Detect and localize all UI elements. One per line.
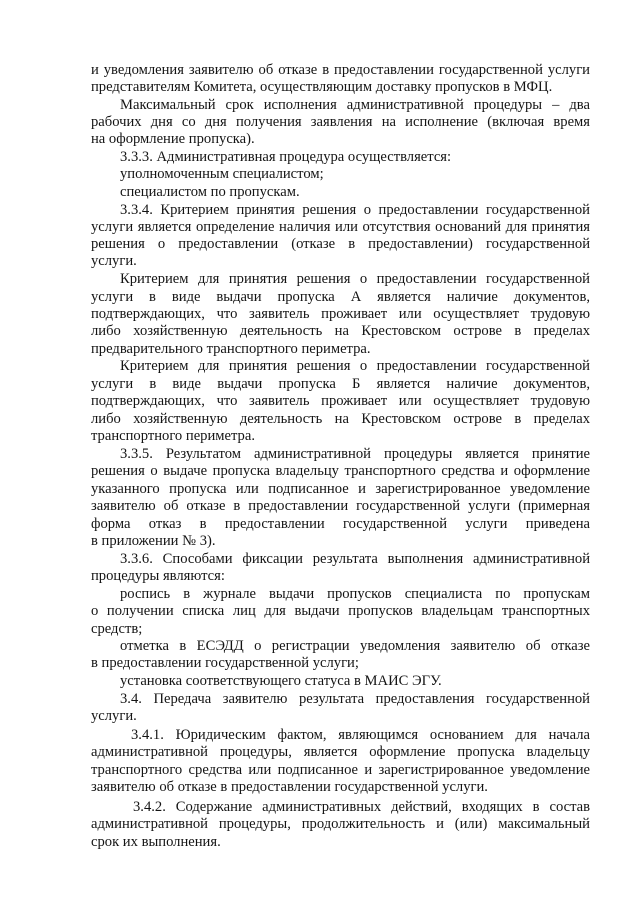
text-line: о получении списка лиц для выдачи пропусков владельцам транспортных xyxy=(91,603,590,619)
text-line: уполномоченным специалистом; xyxy=(120,166,324,182)
text-line: предварительного транспортного периметра. xyxy=(91,341,371,357)
text-line: либо хозяйственную деятельность на Крестовском острове в пределах xyxy=(91,323,590,339)
text-line: и уведомления заявителю об отказе в предоставлении государственной услуги xyxy=(91,62,590,78)
text-line: 3.3.4. Критерием принятия решения о предоставлении государственной xyxy=(120,202,590,218)
text-line: средств; xyxy=(91,621,143,637)
text-line: представителям Комитета, осуществляющим доставку пропусков в МФЦ. xyxy=(91,79,553,95)
text-line: 3.3.6. Способами фиксации результата выполнения административной xyxy=(120,551,590,567)
text-line: 3.4.2. Содержание административных действий, входящих в состав xyxy=(133,799,590,815)
text-line: услуги. xyxy=(91,708,137,724)
text-line: услуги в виде выдачи пропуска А является наличие документов, xyxy=(91,289,590,305)
text-line: административной процедуры, продолжительность и (или) максимальный xyxy=(91,816,590,832)
text-line: услуги в виде выдачи пропуска Б является наличие документов, xyxy=(91,376,590,392)
text-line: форма отказ в предоставлении государственной услуги приведена xyxy=(91,516,590,532)
text-line: отметка в ЕСЭДД о регистрации уведомления заявителю об отказе xyxy=(120,638,590,654)
text-line: роспись в журнале выдачи пропусков специалиста по пропускам xyxy=(120,586,590,602)
text-line: на оформление пропуска). xyxy=(91,131,255,147)
text-line: процедуры являются: xyxy=(91,568,225,584)
text-line: заявителю об отказе в предоставлении государственной услуги. xyxy=(91,779,488,795)
text-line: 3.4.1. Юридическим фактом, являющимся основанием для начала xyxy=(131,727,590,743)
text-line: административной процедуры, является оформление пропуска владельцу xyxy=(91,744,590,760)
text-line: специалистом по пропускам. xyxy=(120,184,300,200)
text-line: Критерием для принятия решения о предоставлении государственной xyxy=(120,358,590,374)
text-line: 3.3.5. Результатом административной процедуры является принятие xyxy=(120,446,590,462)
text-line: подтверждающих, что заявитель проживает или осуществляет трудовую xyxy=(91,393,590,409)
text-line: либо хозяйственную деятельность на Крестовском острове в пределах xyxy=(91,411,590,427)
text-line: Критерием для принятия решения о предоставлении государственной xyxy=(120,271,590,287)
text-line: услуги. xyxy=(91,253,137,269)
text-line: рабочих дня со дня получения заявления на исполнение (включая время xyxy=(91,114,590,130)
text-line: транспортного средства или подписанное и зарегистрированное уведомление xyxy=(91,762,590,778)
text-line: заявителю об отказе в предоставлении государственной услуги (примерная xyxy=(91,498,590,514)
text-line: транспортного периметра. xyxy=(91,428,255,444)
text-line: услуги является определение наличия или отсутствия оснований для принятия xyxy=(91,219,590,235)
text-line: в предоставлении государственной услуги; xyxy=(91,655,359,671)
text-line: решения о выдаче пропуска владельцу транспортного средства и оформление xyxy=(91,463,590,479)
text-line: в приложении № 3). xyxy=(91,533,216,549)
text-line: 3.3.3. Административная процедура осуществляется: xyxy=(120,149,452,165)
text-line: указанного пропуска или подписанное и зарегистрированное уведомление xyxy=(91,481,590,497)
text-line: решения о предоставлении (отказе в предоставлении) государственной xyxy=(91,236,590,252)
text-line: 3.4. Передача заявителю результата предоставления государственной xyxy=(120,691,590,707)
text-line: Максимальный срок исполнения административной процедуры – два xyxy=(120,97,590,113)
text-line: установка соответствующего статуса в МАИС ЭГУ. xyxy=(120,673,442,689)
text-line: подтверждающих, что заявитель проживает или осуществляет трудовую xyxy=(91,306,590,322)
text-line: срок их выполнения. xyxy=(91,834,221,850)
